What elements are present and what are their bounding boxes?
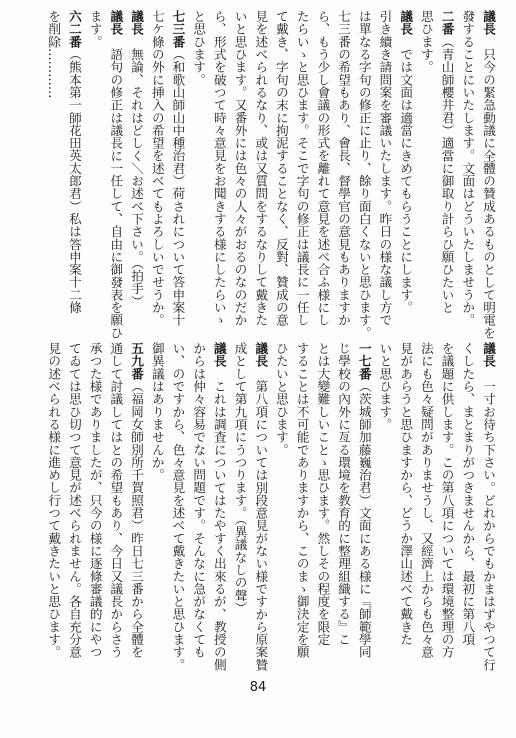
line-text: てゐては思ひ切つて意見が述べられません。各自充分意 [66, 342, 82, 659]
text-line [187, 10, 208, 322]
line-text: これは調査についてはたやすく出來るが、教授の側 [211, 367, 227, 671]
line-text: 引き續き請問案を審議いたします。昨日の様な議し方で [377, 10, 393, 327]
line-text: ら、もう少し會議の形式を離れて意見を述べ合ふ様にし [315, 10, 331, 327]
text-line [84, 10, 105, 322]
text-line [415, 10, 436, 322]
text-line [187, 342, 208, 659]
text-line [208, 342, 229, 671]
speaker-label: 議長 [253, 342, 269, 368]
line-text: 無論、それはどしく＼お述べ下さい。（拍手） [129, 35, 145, 308]
text-line [477, 10, 498, 339]
text-line [436, 342, 457, 659]
line-text: （和歌山師山中種治君）荷されについて答申案十 [170, 47, 186, 327]
line-text: 法にも色々疑問がありませうし、又經濟上からも色々意 [418, 342, 434, 659]
text-line [63, 10, 84, 322]
text-line [167, 342, 188, 671]
text-line [43, 10, 64, 322]
text-line [394, 342, 415, 654]
speaker-label: 六二番 [66, 10, 82, 48]
speaker-label: 議長 [211, 342, 227, 368]
line-text: （熊本第一師花田英太郎君）私は答申案十二條 [66, 47, 82, 314]
line-text: 一寸お待ち下さい。どれからでもかまはずやつて行 [481, 367, 496, 671]
line-text: いと思ひます。 [377, 342, 393, 431]
text-line [477, 342, 498, 671]
line-text: は單なる字句の修正に止り、餘り面白くないと思ひます。 [356, 10, 372, 339]
text-line [312, 10, 333, 327]
speaker-label: 議長 [129, 10, 145, 36]
line-text: 發することにいたします。文面はどういたしませうか。 [460, 10, 476, 327]
line-text: 見を述べられるなり、或は又質問をするなりして戴きた [253, 10, 269, 327]
speaker-label: 議長 [481, 10, 496, 36]
speaker-label: 五九番 [129, 342, 145, 380]
line-text: を削除………… [46, 10, 62, 99]
line-text: （福岡女師別所千賀照君）昨日七三番から全體を [129, 379, 145, 659]
line-text: （青山師櫻井君）適當に御取り計らひ願ひたいと [439, 35, 455, 314]
text-line [312, 342, 333, 654]
line-text: ら、形式を破つて時々意見をお聞きする様にしたらいゝ [211, 10, 227, 327]
text-line [332, 342, 353, 654]
text-line [125, 342, 146, 659]
text-line [105, 10, 126, 339]
text-line [353, 10, 374, 339]
line-text: い、のですから、色々意見を述べて戴きたいと思ひます。 [170, 342, 186, 671]
line-text: 見があらうと思ひますから、どうか澤山述べて戴きた [398, 342, 414, 646]
speaker-label: 議長 [481, 342, 496, 368]
line-text: たらいゝと思ひます。そこで字句の修正は議長に一任し [294, 10, 310, 327]
speaker-label: 議長 [108, 10, 124, 36]
line-text: 見の述べられる様に進めし行つて戴きたいと思ひます。 [46, 342, 62, 659]
text-line [457, 10, 478, 327]
line-text: と思ひます。 [191, 10, 207, 86]
speaker-label: 議長 [398, 10, 414, 36]
line-text: じ學校の內外に亙る環境を教育的に整理組織する』こ [336, 342, 352, 646]
text-line [43, 342, 64, 659]
line-text: 只今の緊急動議に全體の贊成あるものとして明電を [481, 35, 496, 339]
line-text: では文面は適當にきめてもらうことにします。 [398, 35, 414, 314]
text-line [436, 10, 457, 322]
upper-text-block [38, 10, 498, 339]
line-text: を議題に供します。この第八項については環境整理の方 [439, 342, 455, 659]
line-text: とは大變難しいことゝ思ひます。然しその程度を限定 [315, 342, 331, 646]
text-line [291, 10, 312, 327]
text-line [250, 10, 271, 327]
line-text: （茨城師加藤巍治君）文面にある様に『師範學同 [356, 379, 372, 659]
text-line [84, 342, 105, 659]
text-line [270, 342, 291, 654]
text-line [374, 342, 395, 654]
line-text: 七三番の希望もあり、會長、督學官の意見もありますか [336, 10, 352, 327]
line-text: することは不可能でありますから、このまゝ御決定を願 [294, 342, 310, 659]
text-line [167, 10, 188, 327]
line-text: ます。 [87, 10, 103, 48]
line-text: て戴き、字句の末に拘泥することなく、反對、贊成の意 [273, 10, 289, 327]
text-line [332, 10, 353, 327]
text-line [208, 10, 229, 327]
text-line [146, 10, 167, 327]
speaker-label: 七三番 [170, 10, 186, 48]
text-line [229, 10, 250, 327]
speaker-label: 一七番 [356, 342, 372, 380]
line-text: 通して討議してはとの希望もあり、今日又議長からさう [108, 342, 124, 659]
line-text: 成として第九項にうつります。（異議なしの聲） [232, 342, 248, 614]
text-line [63, 342, 84, 659]
lower-text-block [18, 342, 498, 671]
text-line [415, 342, 436, 659]
text-line [374, 10, 395, 327]
line-text: ひたいと思ひます。 [273, 342, 289, 456]
line-text: くしたら、まとまりがつきませんから、最初に第八項 [460, 342, 476, 646]
line-text: 御異議はありませんか。 [149, 342, 165, 482]
line-text: 語句の修正は議長に一任して、自由に御發表を願ひ [108, 35, 124, 339]
line-text: いと思ひます。又番外には色々の人々がおるのなのだか [232, 10, 248, 327]
text-line [353, 342, 374, 659]
line-text: 承つた様でありましたが、只今の様に逐條審議的にやつ [87, 342, 103, 659]
text-line [394, 10, 415, 322]
text-line [125, 10, 146, 322]
text-line [291, 342, 312, 659]
line-text: 思ひます。 [418, 10, 434, 74]
text-line [270, 10, 291, 327]
text-line [457, 342, 478, 654]
text-line [146, 342, 167, 654]
speaker-label: 二番 [439, 10, 455, 36]
text-line [105, 342, 126, 659]
line-text: 七ケ條の外に挿入の希望を述べてもよろしいでせうか。 [149, 10, 165, 327]
text-line [250, 342, 271, 671]
page-number: 84 [249, 680, 267, 695]
line-text: 第八項については別段意見がない様ですから原案贊 [253, 367, 269, 671]
line-text: からは仲々容易でない問題です。そんなに急がなくても [191, 342, 207, 659]
text-line [229, 342, 250, 654]
